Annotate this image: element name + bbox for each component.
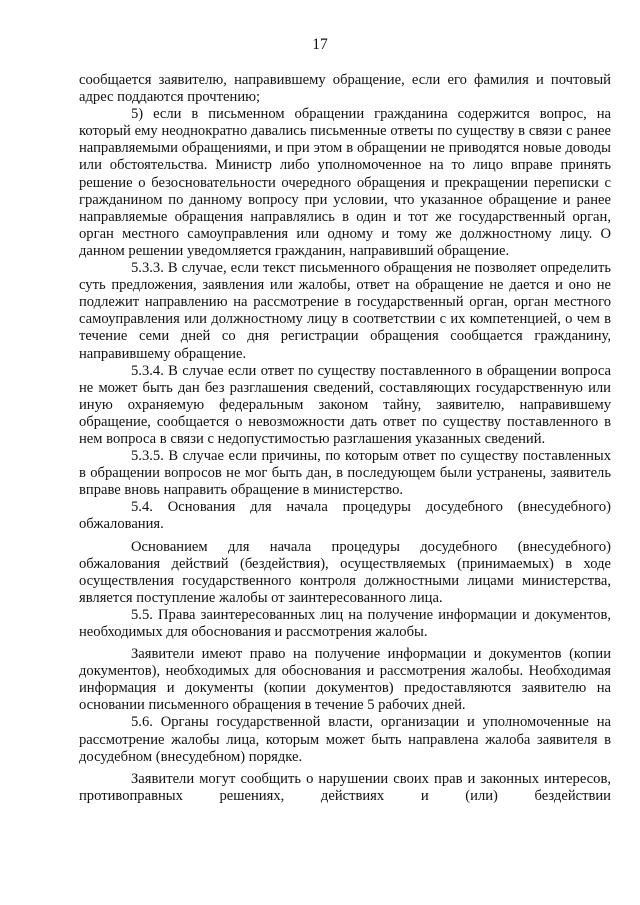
paragraph-5-3-5: 5.3.5. В случае если причины, по которым ответ по существу поставленных в обращении вопросов не мог быть дан, в последующем были устранены, заявитель вправе вновь направить обращение в министерство. bbox=[79, 448, 611, 499]
paragraph-5-3-4: 5.3.4. В случае если ответ по существу поставленного в обращении вопроса не может быть дан без разглашения сведений, составляющих государственную или иную охраняемую федеральным законом тайну, заявителю, направившему обращение, сообщается о невозможности дать ответ по существу поставленного в нем вопроса в связи с недопустимостью разглашения указанных сведений. bbox=[79, 362, 611, 447]
paragraph-5-4-body: Основанием для начала процедуры досудебного (внесудебного) обжалования действий (бездействия), осуществляемых (принимаемых) в ходе осуществления государственного контроля должностными лицами министерства, является поступление жалобы от заинтересованного лица. bbox=[79, 538, 611, 606]
document-body bbox=[79, 72, 611, 805]
paragraph-5-6-body: Заявители могут сообщить о нарушении своих прав и законных интересов, противоправных решениях, действиях и (или) бездействии bbox=[79, 770, 611, 804]
paragraph-5-5-body: Заявители имеют право на получение информации и документов (копии документов), необходимых для обоснования и рассмотрения жалобы. Необходимая информация и документы (копии документов) предоставляются заявителю на основании письменного обращения в течение 5 рабочих дней. bbox=[79, 646, 611, 714]
paragraph-continuation: сообщается заявителю, направившему обращение, если его фамилия и почтовый адрес поддаются прочтению; bbox=[79, 72, 611, 106]
paragraph-5-6-heading: 5.6. Органы государственной власти, организации и уполномоченные на рассмотрение жалобы лица, которым может быть направлена жалоба заявителя в досудебном (внесудебном) порядке. bbox=[79, 714, 611, 765]
page-number: 17 bbox=[312, 36, 328, 53]
paragraph-5-5-heading: 5.5. Права заинтересованных лиц на получение информации и документов, необходимых для обоснования и рассмотрения жалобы. bbox=[79, 606, 611, 640]
paragraph-item-5: 5) если в письменном обращении гражданина содержится вопрос, на который ему неоднократно давались письменные ответы по существу в связи с ранее направляемыми обращениями, и при этом в обращении не приводятся новые доводы или обстоятельства. Министр либо уполномоченное на то лицо вправе принять решение о безосновательности очередного обращения и прекращении переписки с гражданином по данному вопросу при условии, что указанное обращение и ранее направляемые обращения направлялись в один и тот же государственный орган, орган местного самоуправления или одному и тому же должностному лицу. О данном решении уведомляется гражданин, направивший обращение. bbox=[79, 106, 611, 259]
paragraph-5-3-3: 5.3.3. В случае, если текст письменного обращения не позволяет определить суть предложения, заявления или жалобы, ответ на обращение не дается и оно не подлежит направлению на рассмотрение в государственный орган, орган местного самоуправления или должностному лицу в соответствии с их компетенцией, о чем в течение семи дней со дня регистрации обращения сообщается гражданину, направившему обращение. bbox=[79, 260, 611, 362]
paragraph-5-4-heading: 5.4. Основания для начала процедуры досудебного (внесудебного) обжалования. bbox=[79, 499, 611, 533]
